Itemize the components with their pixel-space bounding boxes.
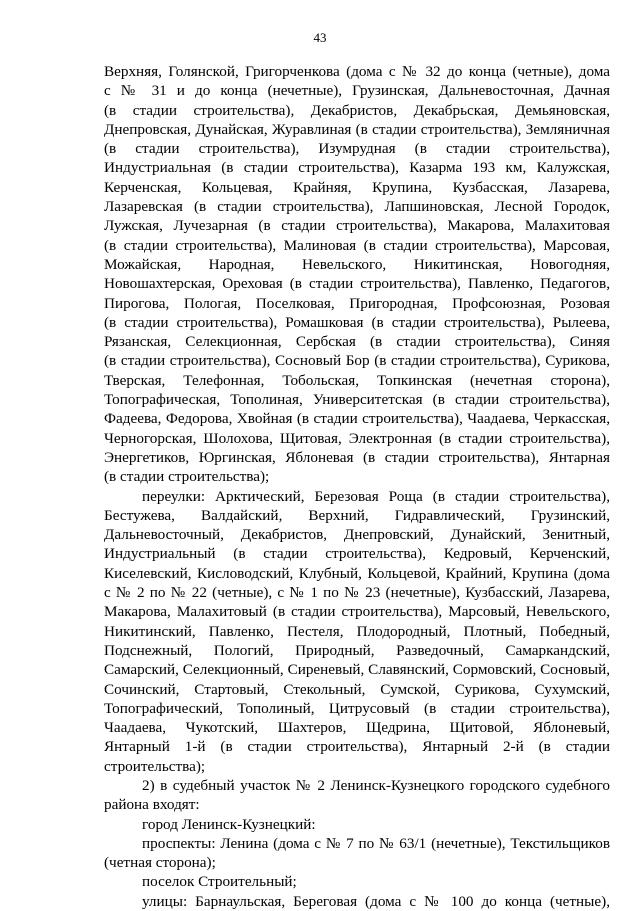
text-line: Тверская, Телефонная, Тобольская, Топкинская (нечетная сторона), — [104, 371, 610, 389]
text-line: Индустриальный (в стадии строительства), Кедровый, Керченский, — [104, 545, 610, 563]
text-line: Лазаревская (в стадии строительства), Лапшиновская, Лесной Городок, — [104, 198, 610, 216]
text-line: Днепровская, Дунайская, Журавлиная (в стадии строительства), Земляничная — [104, 120, 610, 138]
city-heading: город Ленинск-Кузнецкий: — [142, 815, 316, 833]
text-line: района входят: — [104, 796, 200, 814]
streets-list-continued — [104, 62, 610, 487]
text-line: Керченская, Кольцевая, Крайняя, Крупина, Кузбасская, Лазарева, — [104, 178, 610, 196]
text-line: (в стадии строительства), Изумрудная (в стадии строительства), — [104, 140, 610, 158]
text-line: Самарский, Селекционный, Сиреневый, Славянский, Сормовский, Сосновый, — [104, 661, 610, 679]
text-line: Индустриальная (в стадии строительства), Казарма 193 км, Калужская, — [104, 159, 610, 177]
text-line: Рязанская, Селекционная, Сербская (в стадии строительства), Синяя — [104, 333, 610, 351]
text-line: с № 2 по № 22 (четные), с № 1 по № 23 (нечетные), Кузбасский, Лазарева, — [104, 584, 610, 602]
lanes-list — [104, 487, 610, 776]
text-line: (четная сторона); — [104, 854, 216, 872]
text-line: Верхняя, Голянской, Григорченкова (дома с № 32 до конца (четные), дома — [104, 63, 610, 80]
text-line: (в стадии строительства), Сосновый Бор (в стадии строительства), Сурикова, — [104, 352, 610, 370]
text-line: Бестужева, Валдайский, Верхний, Гидравлический, Грузинский, — [104, 506, 610, 524]
text-line: Лужская, Лучезарная (в стадии строительства), Макарова, Малахитовая — [104, 217, 610, 235]
text-line: (в стадии строительства); — [104, 468, 270, 486]
text-line: (в стадии строительства), Малиновая (в стадии строительства), Марсовая, — [104, 236, 610, 254]
document-body — [104, 62, 610, 911]
text-line: Можайская, Народная, Невельского, Никитинская, Новогодняя, — [104, 255, 610, 273]
avenues-list — [104, 834, 610, 873]
text-line: 2) в судебный участок № 2 Ленинск-Кузнецкого городского судебного — [142, 776, 610, 794]
text-line: Новошахтерская, Ореховая (в стадии строительства), Павленко, Педагогов, — [104, 275, 610, 293]
text-line: Чаадаева, Чукотский, Шахтеров, Щедрина, Щитовой, Яблоневый, — [104, 719, 610, 737]
settlement-heading: поселок Строительный; — [142, 873, 297, 891]
district-2-heading — [104, 776, 610, 815]
streets-list-new — [104, 892, 610, 911]
text-line: Энергетиков, Юргинская, Яблоневая (в стадии строительства), Янтарная — [104, 448, 610, 466]
text-line: Макарова, Малахитовый (в стадии строительства), Марсовый, Невельского, — [104, 603, 610, 621]
text-line: проспекты: Ленина (дома с № 7 по № 63/1 (нечетные), Текстильщиков — [142, 834, 610, 852]
text-line: Фадеева, Федорова, Хвойная (в стадии строительства), Чаадаева, Черкасская, — [104, 410, 610, 428]
text-line: Пирогова, Пологая, Поселковая, Пригородная, Профсоюзная, Розовая — [104, 294, 610, 312]
text-line: строительства); — [104, 757, 206, 775]
text-line: Янтарный 1-й (в стадии строительства), Янтарный 2-й (в стадии — [104, 738, 610, 756]
text-line: (в стадии строительства), Ромашковая (в стадии строительства), Рылеева, — [104, 313, 610, 331]
text-line: (в стадии строительства), Декабристов, Декабрьская, Демьяновская, — [104, 101, 610, 119]
text-line: переулки: Арктический, Березовая Роща (в стадии строительства), — [142, 487, 610, 505]
text-line: Подснежный, Пологий, Природный, Разведочный, Самаркандский, — [104, 641, 610, 659]
text-line: Киселевский, Кисловодский, Клубный, Кольцевой, Крайний, Крупина (дома — [104, 564, 610, 582]
text-line: Черногорская, Шолохова, Щитовая, Электронная (в стадии строительства), — [104, 429, 610, 447]
text-line: с № 31 и до конца (нечетные), Грузинская, Дальневосточная, Дачная — [104, 82, 610, 100]
text-line: улицы: Барнаульская, Береговая (дома с № 100 до конца (четные), — [142, 892, 610, 910]
text-line: Никитинский, Павленко, Пестеля, Плодородный, Плотный, Победный, — [104, 622, 610, 640]
text-line: Топографический, Тополиный, Цитрусовый (в стадии строительства), — [104, 699, 610, 717]
page-number: 43 — [313, 30, 327, 45]
text-line: Сочинский, Стартовый, Стекольный, Сумской, Сурикова, Сухумский, — [104, 680, 610, 698]
text-line: Дальневосточный, Декабристов, Днепровский, Дунайский, Зенитный, — [104, 526, 610, 544]
text-line: Топографическая, Тополиная, Университетская (в стадии строительства), — [104, 391, 610, 409]
